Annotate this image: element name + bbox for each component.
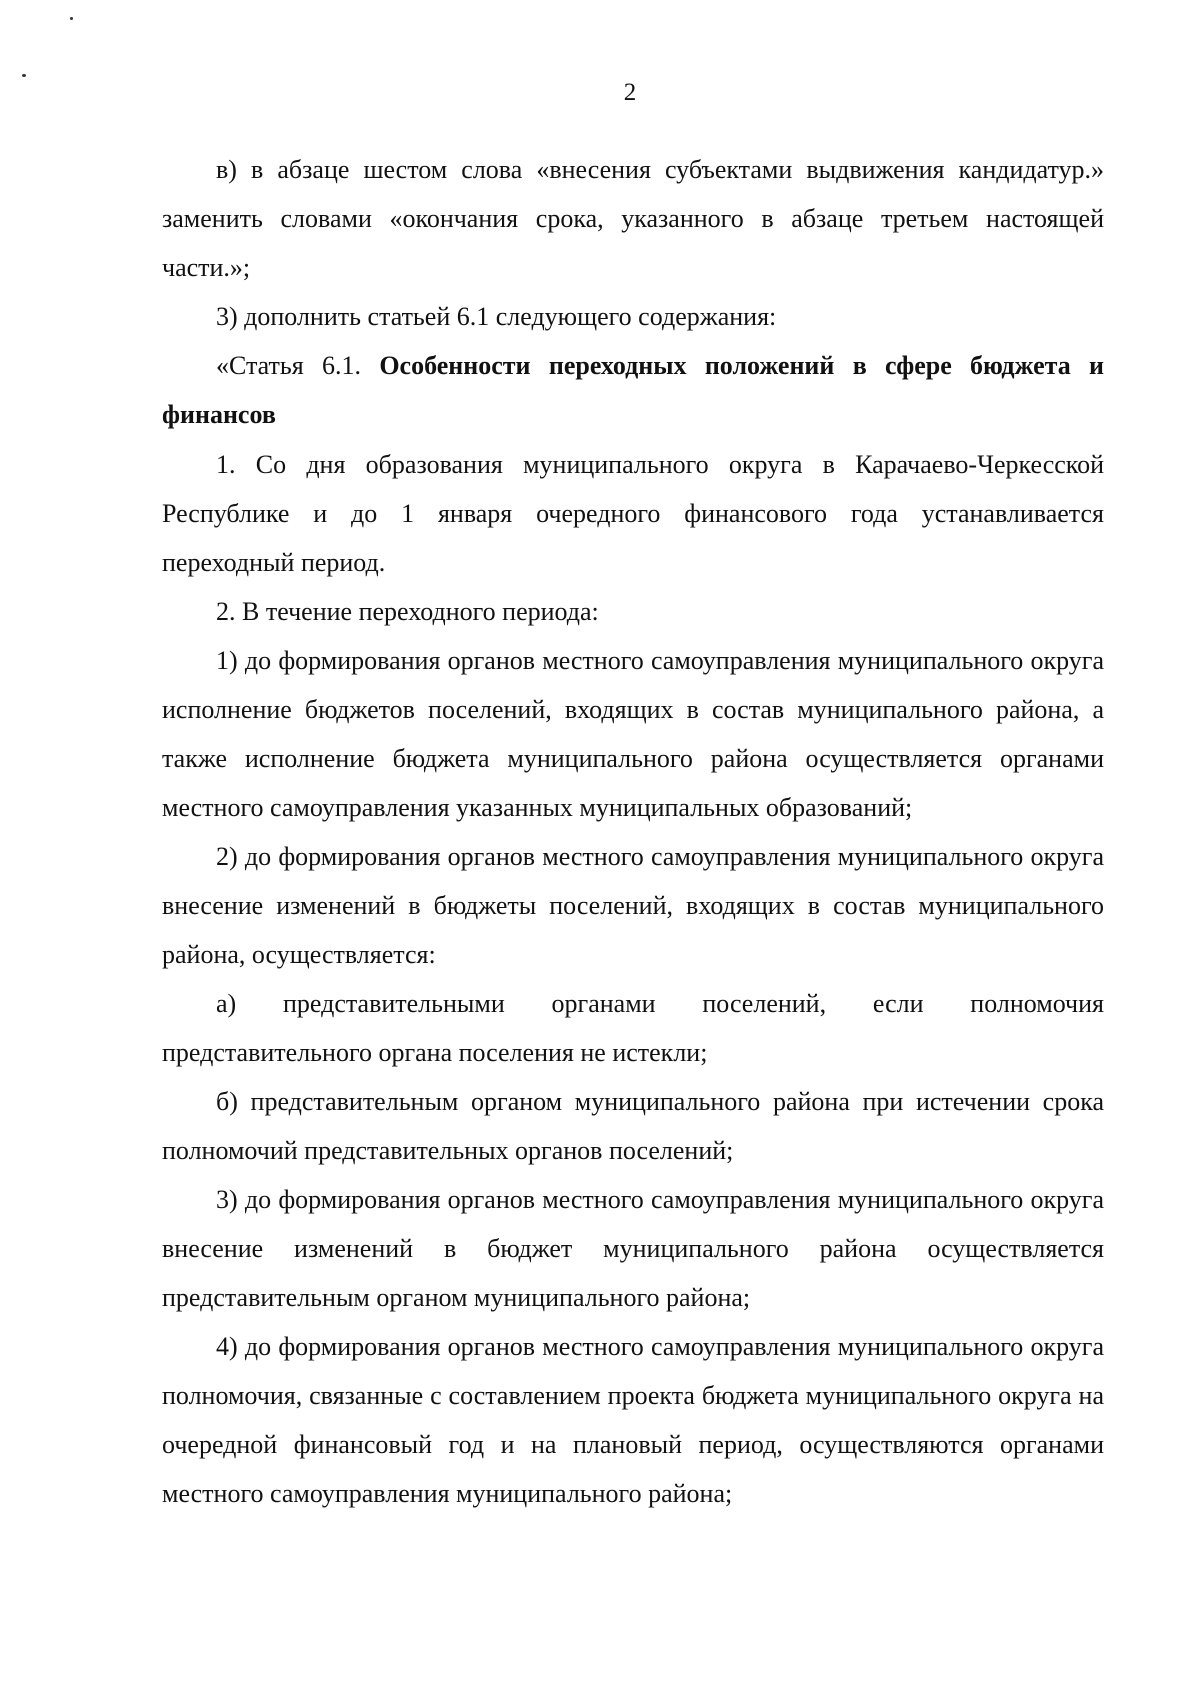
page-number: 2: [623, 79, 637, 106]
amendment-paragraph: в) в абзаце шестом слова «внесения субъектами выдвижения кандидатур.» заменить словами «окончания срока, указанного в абзаце третьем настоящей части.»;: [162, 155, 1104, 282]
document-body: [162, 145, 1104, 1518]
article-paragraph: 2. В течение переходного периода:: [216, 597, 599, 626]
article-paragraph: 1) до формирования органов местного самоуправления муниципального округа исполнение бюджетов поселений, входящих в состав муниципального района, а также исполнение бюджета муниципального района осуществляется органами местного самоуправления указанных муниципальных образований;: [162, 646, 1104, 822]
article-paragraph: 2) до формирования органов местного самоуправления муниципального округа внесение изменений в бюджеты поселений, входящих в состав муниципального района, осуществляется:: [162, 842, 1104, 969]
article-number: «Статья 6.1.: [216, 351, 380, 380]
article-paragraph: а) представительными органами поселений, если полномочия представительного органа поселения не истекли;: [162, 989, 1104, 1067]
amendment-paragraph: 3) дополнить статьей 6.1 следующего содержания:: [216, 302, 777, 331]
article-paragraph: 3) до формирования органов местного самоуправления муниципального округа внесение изменений в бюджет муниципального района осуществляется представительным органом муниципального района;: [162, 1185, 1104, 1312]
article-heading: [162, 341, 1104, 439]
scan-speck: [70, 17, 73, 20]
article-title: Особенности переходных положений в сфере бюджета и финансов: [162, 351, 1104, 429]
article-paragraph: 1. Со дня образования муниципального округа в Карачаево-Черкесской Республике и до 1 января очередного финансового года устанавливается переходный период.: [162, 450, 1104, 577]
article-paragraph: 4) до формирования органов местного самоуправления муниципального округа полномочия, связанные с составлением проекта бюджета муниципального округа на очередной финансовый год и на плановый период, осуществляются органами местного самоуправления муниципального района;: [162, 1332, 1104, 1508]
article-paragraph: б) представительным органом муниципального района при истечении срока полномочий представительных органов поселений;: [162, 1087, 1104, 1165]
scan-speck: [22, 74, 26, 77]
